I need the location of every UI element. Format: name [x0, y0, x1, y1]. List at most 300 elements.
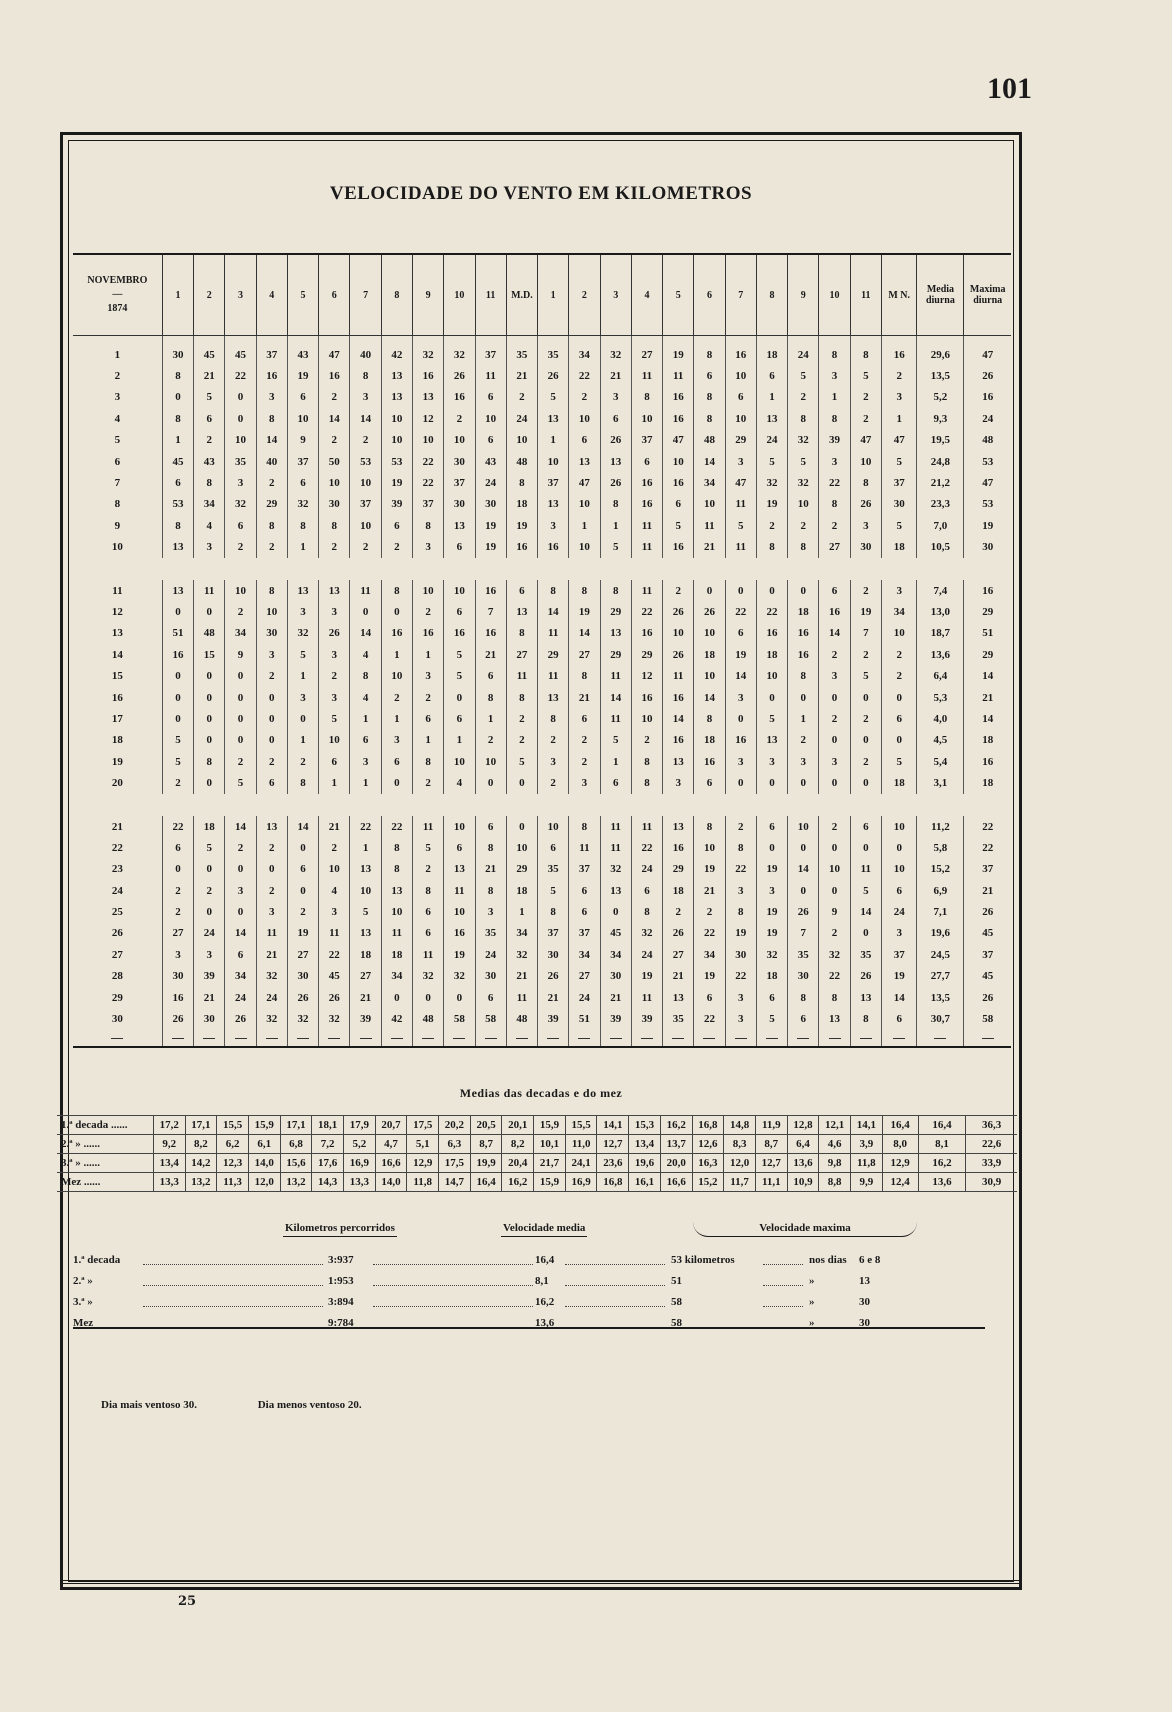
medias-value: 11,3 [217, 1173, 249, 1192]
value-cell: 19,6 [917, 923, 964, 944]
value-cell: 26 [319, 987, 350, 1008]
value-cell: 26 [538, 365, 569, 386]
value-cell: 10 [381, 408, 412, 429]
value-cell: 13 [850, 987, 881, 1008]
value-cell: 1 [538, 430, 569, 451]
value-cell: 29 [964, 601, 1011, 622]
value-cell: 34 [225, 966, 256, 987]
value-cell: 10 [412, 580, 443, 601]
value-cell: 8 [850, 336, 881, 366]
value-cell: 13 [444, 515, 475, 536]
medias-value: 11,9 [755, 1116, 787, 1135]
value-cell: 8 [600, 580, 631, 601]
column-header: 4 [631, 254, 662, 336]
medias-value: 13,6 [918, 1173, 966, 1192]
value-cell: 2 [225, 537, 256, 558]
value-cell: 1 [350, 837, 381, 858]
value-cell: 4,0 [917, 708, 964, 729]
value-cell: 0 [756, 837, 787, 858]
value-cell: 6 [569, 708, 600, 729]
column-header: 6 [319, 254, 350, 336]
value-cell: 21 [256, 944, 287, 965]
value-cell: 13 [756, 408, 787, 429]
value-cell: 10 [412, 430, 443, 451]
value-cell: 16 [631, 494, 662, 515]
value-cell: 30 [444, 451, 475, 472]
value-cell: 5 [162, 751, 193, 772]
value-cell: 8 [350, 365, 381, 386]
medias-value: 12,0 [724, 1154, 756, 1173]
value-cell: 19,5 [917, 430, 964, 451]
value-cell: 21 [475, 644, 506, 665]
value-cell: 16 [506, 537, 537, 558]
value-cell: 21 [663, 966, 694, 987]
value-cell: 19 [631, 966, 662, 987]
value-cell: 2 [194, 880, 225, 901]
value-cell: 3 [725, 687, 756, 708]
value-cell: 14 [538, 601, 569, 622]
value-cell: 34 [569, 944, 600, 965]
value-cell: 13 [663, 987, 694, 1008]
value-cell: 0 [725, 772, 756, 793]
value-cell: 26 [850, 966, 881, 987]
value-cell: 0 [381, 987, 412, 1008]
value-cell: 22 [964, 816, 1011, 837]
column-header: M.D. [506, 254, 537, 336]
value-cell: 16 [631, 687, 662, 708]
value-cell: 3 [194, 944, 225, 965]
value-cell: 8 [412, 515, 443, 536]
value-cell: 7,4 [917, 580, 964, 601]
value-cell: 13 [444, 859, 475, 880]
value-cell: 32 [600, 336, 631, 366]
medias-value: 14,1 [597, 1116, 629, 1135]
value-cell: 16 [631, 623, 662, 644]
medias-value: 12,9 [407, 1154, 439, 1173]
day-cell: 6 [114, 455, 121, 468]
value-cell: 0 [162, 687, 193, 708]
medias-value: 13,4 [629, 1135, 661, 1154]
day-cell: 2 [114, 370, 121, 383]
value-cell: 8 [694, 816, 725, 837]
most-windy-day: Dia mais ventoso 30. [101, 1399, 197, 1411]
value-cell: 27 [569, 966, 600, 987]
medias-value: 20,5 [470, 1116, 502, 1135]
medias-value: 16,1 [629, 1173, 661, 1192]
medias-value: 7,2 [312, 1135, 344, 1154]
value-cell: 13 [819, 1008, 850, 1029]
value-cell: 39 [350, 1008, 381, 1029]
value-cell: 26 [788, 901, 819, 922]
value-cell: 5 [412, 837, 443, 858]
table-row [73, 580, 1011, 601]
value-cell: 5 [881, 751, 917, 772]
medias-value: 13,2 [280, 1173, 312, 1192]
table-row [73, 1008, 1011, 1029]
value-cell: 32 [600, 859, 631, 880]
value-cell: 1 [506, 901, 537, 922]
value-cell: 5,8 [917, 837, 964, 858]
value-cell: 0 [788, 687, 819, 708]
value-cell: 32 [506, 944, 537, 965]
value-cell: 2 [287, 901, 318, 922]
day-cell: 7 [114, 477, 121, 490]
value-cell: 42 [381, 1008, 412, 1029]
value-cell: 19 [725, 923, 756, 944]
value-cell: 45 [319, 966, 350, 987]
medias-value: 15,9 [248, 1116, 280, 1135]
value-cell: 0 [225, 387, 256, 408]
value-cell: 21 [600, 365, 631, 386]
value-cell: 10 [631, 708, 662, 729]
value-cell: 19 [663, 336, 694, 366]
value-cell: 30 [538, 944, 569, 965]
value-cell: 6 [881, 880, 917, 901]
value-cell: 12 [631, 665, 662, 686]
value-cell: 8 [162, 515, 193, 536]
summary-label: 2.ª » [73, 1275, 96, 1287]
value-cell: 6 [694, 772, 725, 793]
value-cell: 22 [412, 472, 443, 493]
value-cell: 24 [194, 923, 225, 944]
value-cell: 6 [538, 837, 569, 858]
value-cell: 10 [444, 816, 475, 837]
value-cell: 30 [725, 944, 756, 965]
value-cell: 35 [538, 336, 569, 366]
value-cell: 2 [319, 387, 350, 408]
value-cell: 27 [663, 944, 694, 965]
value-cell: 13 [381, 365, 412, 386]
value-cell: 26 [538, 966, 569, 987]
value-cell: 30 [194, 1008, 225, 1029]
value-cell: 3 [756, 751, 787, 772]
value-cell: 39 [381, 494, 412, 515]
value-cell: 10 [538, 816, 569, 837]
medias-value: 20,4 [502, 1154, 534, 1173]
value-cell: 45 [225, 336, 256, 366]
value-cell: 35 [663, 1008, 694, 1029]
value-cell: 8 [538, 708, 569, 729]
value-cell: 24 [631, 859, 662, 880]
value-cell: 27 [162, 923, 193, 944]
value-cell: 10 [319, 472, 350, 493]
value-cell: 2 [256, 665, 287, 686]
value-cell: 8 [506, 623, 537, 644]
medias-value: 15,9 [534, 1173, 566, 1192]
value-cell: 8 [381, 837, 412, 858]
medias-value: 6,4 [787, 1135, 819, 1154]
value-cell: 5 [162, 730, 193, 751]
value-cell: 16 [631, 472, 662, 493]
value-cell: 2 [819, 708, 850, 729]
value-cell: 6 [381, 751, 412, 772]
value-cell: 10 [475, 408, 506, 429]
value-cell: 13,6 [917, 644, 964, 665]
value-cell: 13 [350, 923, 381, 944]
value-cell: 4 [350, 644, 381, 665]
value-cell: 8 [788, 537, 819, 558]
value-cell: 29 [631, 644, 662, 665]
value-cell: 2 [381, 537, 412, 558]
value-cell: 0 [350, 601, 381, 622]
value-cell: 6 [162, 472, 193, 493]
value-cell: 2 [319, 665, 350, 686]
value-cell: 16 [819, 601, 850, 622]
medias-value: 30,9 [966, 1173, 1017, 1192]
value-cell: 5 [600, 730, 631, 751]
value-cell: 32 [287, 1008, 318, 1029]
value-cell: 10 [444, 901, 475, 922]
value-cell: 0 [850, 923, 881, 944]
value-cell: 6 [475, 665, 506, 686]
value-cell: 0 [194, 730, 225, 751]
value-cell: 8 [412, 751, 443, 772]
value-cell: 8 [631, 901, 662, 922]
value-cell: 24 [964, 408, 1011, 429]
value-cell: 1 [569, 515, 600, 536]
value-cell: 10 [350, 515, 381, 536]
value-cell: 21,2 [917, 472, 964, 493]
value-cell: 18,7 [917, 623, 964, 644]
value-cell: 0 [756, 772, 787, 793]
value-cell: 30 [162, 966, 193, 987]
value-cell: 0 [256, 687, 287, 708]
value-cell: 0 [162, 665, 193, 686]
value-cell: 8 [506, 687, 537, 708]
value-cell: 2 [412, 601, 443, 622]
table-row [73, 837, 1011, 858]
value-cell: 19 [964, 515, 1011, 536]
daily-wind-table [73, 253, 1011, 1048]
value-cell: 13 [256, 816, 287, 837]
value-cell: 8 [475, 837, 506, 858]
value-cell: 18 [350, 944, 381, 965]
value-cell: 0 [194, 772, 225, 793]
value-cell: 22 [725, 601, 756, 622]
km-header: Kilometros percorridos [283, 1222, 397, 1237]
value-cell: 2 [350, 430, 381, 451]
medias-value: 16,2 [660, 1116, 692, 1135]
value-cell: 11 [506, 987, 537, 1008]
value-cell: 2 [788, 730, 819, 751]
value-cell: 16 [162, 987, 193, 1008]
value-cell: 2 [506, 730, 537, 751]
value-cell: 3 [319, 687, 350, 708]
value-cell: 51 [964, 623, 1011, 644]
value-cell: 0 [819, 772, 850, 793]
value-cell: 5 [881, 515, 917, 536]
value-cell: 0 [881, 687, 917, 708]
value-cell: 40 [350, 336, 381, 366]
value-cell: 0 [881, 730, 917, 751]
value-cell: 6 [475, 987, 506, 1008]
day-cell: 21 [111, 820, 123, 833]
value-cell: 0 [381, 772, 412, 793]
value-cell: 24,8 [917, 451, 964, 472]
value-cell: 27 [287, 944, 318, 965]
value-cell: 30 [287, 966, 318, 987]
value-cell: 4 [444, 772, 475, 793]
value-cell: 8 [319, 515, 350, 536]
value-cell: 8 [788, 408, 819, 429]
value-cell: 7,1 [917, 901, 964, 922]
vel-header: Velocidade media [501, 1222, 587, 1237]
summary-row [73, 1273, 953, 1294]
summary-sep: » [809, 1275, 818, 1287]
page-title: VELOCIDADE DO VENTO EM KILOMETROS [329, 183, 753, 204]
value-cell: 9 [819, 901, 850, 922]
medias-value: 36,3 [966, 1116, 1017, 1135]
medias-value: 16,6 [375, 1154, 407, 1173]
medias-value: 15,5 [217, 1116, 249, 1135]
column-header: 8 [381, 254, 412, 336]
value-cell: 2 [444, 408, 475, 429]
medias-value: 11,0 [565, 1135, 597, 1154]
value-cell: 3 [881, 580, 917, 601]
value-cell: 22 [412, 451, 443, 472]
value-cell: 6 [756, 365, 787, 386]
medias-value: 17,1 [185, 1116, 217, 1135]
summary-section [73, 1222, 953, 1336]
value-cell: 6 [475, 387, 506, 408]
value-cell: 11 [412, 944, 443, 965]
value-cell: 6 [850, 816, 881, 837]
value-cell: 18 [663, 880, 694, 901]
value-cell: 2 [881, 365, 917, 386]
value-cell: 30 [475, 966, 506, 987]
value-cell: 5,3 [917, 687, 964, 708]
value-cell: 10 [225, 430, 256, 451]
value-cell: 19 [756, 901, 787, 922]
value-cell: 10 [788, 494, 819, 515]
value-cell: 18 [694, 730, 725, 751]
value-cell: 13 [600, 623, 631, 644]
summary-sep: nos dias [809, 1254, 850, 1266]
value-cell: 22 [569, 365, 600, 386]
value-cell: 13,5 [917, 365, 964, 386]
value-cell: 5 [194, 387, 225, 408]
medias-value: 21,7 [534, 1154, 566, 1173]
value-cell: 11 [381, 923, 412, 944]
value-cell: 6 [756, 987, 787, 1008]
table-row [73, 623, 1011, 644]
value-cell: 5 [225, 772, 256, 793]
value-cell: 3 [819, 751, 850, 772]
value-cell: 10 [350, 472, 381, 493]
value-cell: 11 [412, 816, 443, 837]
value-cell: 21 [475, 859, 506, 880]
value-cell: 5 [538, 880, 569, 901]
value-cell: 14 [964, 665, 1011, 686]
value-cell: 5,4 [917, 751, 964, 772]
value-cell: 1 [350, 772, 381, 793]
value-cell: 2 [881, 644, 917, 665]
value-cell: 14 [225, 816, 256, 837]
value-cell: 8 [381, 580, 412, 601]
value-cell: 13 [663, 751, 694, 772]
value-cell: 2 [506, 387, 537, 408]
medias-value: 23,6 [597, 1154, 629, 1173]
value-cell: 6 [287, 859, 318, 880]
value-cell: 2 [850, 408, 881, 429]
value-cell: 4 [194, 515, 225, 536]
value-cell: 14 [819, 623, 850, 644]
value-cell: 48 [412, 1008, 443, 1029]
value-cell: 0 [162, 387, 193, 408]
value-cell: 0 [256, 859, 287, 880]
day-cell: 16 [111, 691, 123, 704]
medias-value: 4,7 [375, 1135, 407, 1154]
table-row [73, 923, 1011, 944]
day-cell: 22 [111, 841, 123, 854]
value-cell: 6 [412, 708, 443, 729]
value-cell: 6 [788, 1008, 819, 1029]
value-cell: 53 [162, 494, 193, 515]
value-cell: 29,6 [917, 336, 964, 366]
summary-days: 6 e 8 [859, 1254, 883, 1266]
value-cell: 10 [225, 580, 256, 601]
value-cell: 0 [850, 837, 881, 858]
value-cell: 8 [788, 987, 819, 1008]
month-header: NOVEMBRO — 1874 [73, 254, 162, 336]
value-cell: 0 [225, 408, 256, 429]
medias-value: 11,1 [755, 1173, 787, 1192]
value-cell: 8 [538, 580, 569, 601]
medias-value: 10,1 [534, 1135, 566, 1154]
table-row [73, 751, 1011, 772]
value-cell: 32 [412, 966, 443, 987]
medias-value: 33,9 [966, 1154, 1017, 1173]
value-cell: 26 [444, 365, 475, 386]
value-cell: 2 [569, 751, 600, 772]
value-cell: 0 [788, 837, 819, 858]
value-cell: 3 [256, 901, 287, 922]
value-cell: 1 [881, 408, 917, 429]
value-cell: 32 [287, 494, 318, 515]
value-cell: 22 [381, 816, 412, 837]
value-cell: 2 [850, 751, 881, 772]
column-header: 9 [788, 254, 819, 336]
value-cell: 22 [162, 816, 193, 837]
value-cell: 6 [663, 494, 694, 515]
value-cell: 8 [538, 901, 569, 922]
value-cell: 10 [350, 880, 381, 901]
value-cell: 14 [964, 708, 1011, 729]
value-cell: 3 [194, 537, 225, 558]
medias-label: 1.ª decada ...... [57, 1116, 153, 1135]
value-cell: 58 [964, 1008, 1011, 1029]
value-cell: 32 [631, 923, 662, 944]
value-cell: 11 [600, 665, 631, 686]
value-cell: 8 [694, 387, 725, 408]
value-cell: 29 [600, 601, 631, 622]
value-cell: 21 [694, 880, 725, 901]
medias-value: 8,7 [755, 1135, 787, 1154]
value-cell: 3 [225, 880, 256, 901]
value-cell: 2 [663, 901, 694, 922]
column-header: 10 [444, 254, 475, 336]
value-cell: 29 [964, 644, 1011, 665]
value-cell: 3 [287, 601, 318, 622]
value-cell: 5 [756, 451, 787, 472]
value-cell: 0 [412, 987, 443, 1008]
value-cell: 6 [881, 1008, 917, 1029]
value-cell: 2 [412, 859, 443, 880]
value-cell: 19 [381, 472, 412, 493]
table-row [73, 336, 1011, 366]
value-cell: 37 [569, 923, 600, 944]
value-cell: 14 [663, 708, 694, 729]
